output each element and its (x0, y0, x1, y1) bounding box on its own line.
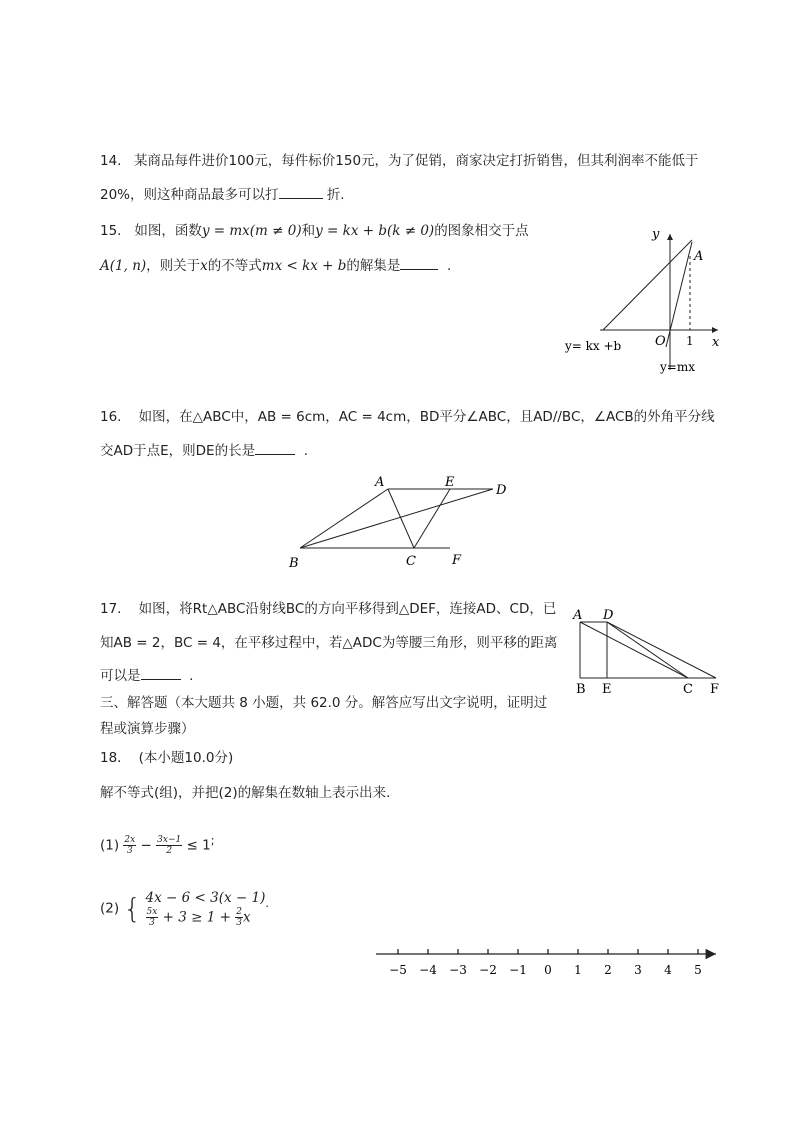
q18-part2-row2 (146, 907, 266, 928)
q16-text-2: 交AD于点E，则DE的长是 (100, 443, 256, 459)
q16-end: . (303, 443, 308, 459)
q17-label-b: B (576, 682, 586, 697)
q16-line1 (100, 408, 715, 426)
q18-part1-frac2-den: 2 (166, 846, 173, 856)
q15-end: . (447, 258, 452, 274)
q17-label-d: D (603, 608, 614, 623)
q14-line2-end: 折. (326, 187, 345, 203)
q16-line2 (100, 442, 308, 460)
q17-label-f: F (710, 682, 720, 697)
q18-part2-system (146, 889, 266, 928)
q16-label-f: F (452, 553, 462, 568)
q18-header (100, 749, 233, 767)
number-line-tick-label: −5 (389, 963, 407, 977)
q17-end: . (189, 668, 194, 684)
q15-text-d: ，则关于 (146, 258, 201, 274)
number-line-tick-label: 0 (544, 963, 552, 977)
q18-score: (本小题10.0分) (138, 750, 234, 766)
number-line-tick-label: 4 (664, 963, 672, 977)
q17-text-3: 可以是 (100, 668, 141, 684)
q16-label-b: B (289, 556, 299, 571)
q16-segment-ac (388, 489, 414, 548)
q17-segment-df (607, 622, 716, 678)
q14-answer-blank (279, 186, 323, 199)
q15-number: 15. (100, 223, 122, 239)
q18-part2-x: x (242, 909, 251, 926)
q18-part1-frac2-num: 3x−1 (157, 835, 182, 845)
q15-figure (560, 222, 730, 377)
q16-answer-blank (255, 442, 295, 455)
q17-figure (568, 605, 728, 700)
q18-part2-frac2 (235, 907, 243, 928)
q17-segment-dc (607, 622, 688, 678)
q15-line2 (100, 257, 451, 275)
q15-label-y: y (652, 227, 660, 242)
q14-number: 14. (100, 153, 122, 169)
q17-text-1: 如图，将Rt△ABC沿射线BC的方向平移得到△DEF，连接AD、CD，已 (138, 601, 557, 617)
section3-heading-line2: 程或演算步骤） (100, 721, 195, 737)
q18-part2-frac2-den: 3 (236, 918, 242, 928)
q18-number-line (370, 940, 730, 985)
q18-part1 (100, 824, 215, 858)
q15-label-kxb: y= kx +b (565, 339, 622, 353)
q15-inequality: mx < kx + b (261, 258, 347, 274)
q18-part2-dot: . (265, 897, 269, 910)
q15-function-2: y = kx + b(k ≠ 0) (315, 223, 435, 239)
q15-text-b: 和 (301, 223, 316, 239)
number-line-tick-label: 1 (574, 963, 582, 977)
q17-label-a: A (573, 608, 583, 623)
q15-answer-blank (400, 257, 438, 270)
q15-function-1: y = mx(m ≠ 0) (201, 223, 302, 239)
q18-part1-frac1-num: 2x (124, 835, 136, 845)
q14-line2-text: 20%，则这种商品最多可以打 (100, 187, 279, 203)
q15-label-x: x (712, 335, 720, 350)
q16-label-c: C (406, 554, 416, 569)
q18-part2-row1: 4x − 6 < 3(x − 1) (145, 890, 266, 906)
q18-prompt: 解不等式(组)，并把(2)的解集在数轴上表示出来. (100, 785, 391, 801)
number-line-tick-label: −2 (479, 963, 497, 977)
number-line-tick-label: 5 (694, 963, 702, 977)
q16-number: 16. (100, 409, 122, 425)
q15-text-c: 的图象相交于点 (434, 223, 529, 239)
number-line-tick-label: −3 (449, 963, 467, 977)
q18-part1-frac2 (156, 835, 182, 856)
q15-point-a: A(1, n) (100, 258, 147, 274)
q16-segment-bd (300, 489, 493, 548)
q18-number-line-ticks (389, 949, 702, 977)
q18-part2-label: (2) (100, 900, 120, 917)
q15-text-f: 的解集是 (346, 258, 401, 274)
q18-part1-frac1-den: 3 (126, 846, 133, 856)
q17-number: 17. (100, 601, 122, 617)
q16-label-a: A (375, 475, 385, 490)
q15-var-x: x (200, 258, 208, 274)
q15-label-a: A (694, 249, 704, 264)
q16-text-1: 如图，在△ABC中，AB = 6cm，AC = 4cm，BD平分∠ABC，且AD//BC，∠ACB的外角平分线 (138, 409, 715, 425)
q18-part2-mid: + 3 ≥ 1 + (162, 909, 231, 926)
number-line-tick-label: 3 (634, 963, 642, 977)
q17-line3 (100, 667, 193, 685)
q16-label-d: D (496, 483, 507, 498)
q15-label-o: O (655, 334, 666, 349)
q16-label-e: E (445, 475, 455, 490)
q18-part2-frac1-den: 3 (149, 918, 155, 928)
q17-label-e: E (602, 682, 612, 697)
q18-part1-semicolon: ; (210, 834, 215, 847)
q18-part1-tail: ≤ 1 (186, 837, 211, 854)
q16-segment-ba (300, 489, 388, 548)
q16-figure (280, 470, 520, 575)
q16-segment-ce (414, 489, 450, 548)
q17-line1 (100, 600, 556, 618)
q14-line1: 某商品每件进价100元，每件标价150元，为了促销，商家决定打折销售，但其利润率不能低于 (134, 153, 699, 169)
section3-heading-line1: 三、解答题（本大题共 8 小题，共 62.0 分。解答应写出文字说明，证明过 (100, 695, 548, 711)
q15-text-e: 的不等式 (207, 258, 262, 274)
q15-label-mx: y=mx (660, 360, 695, 374)
number-line-tick-label: −1 (509, 963, 527, 977)
number-line-tick-label: −4 (419, 963, 437, 977)
q17-answer-blank (141, 667, 181, 680)
q18-part2-frac1 (146, 907, 159, 928)
q18-part2-frac2-num: 2 (236, 907, 242, 917)
q18-part1-frac1 (123, 835, 136, 856)
q18-part2 (100, 882, 269, 926)
q17-label-c: C (683, 682, 693, 697)
q18-part1-minus: − (140, 837, 152, 854)
q15-text-a: 如图，函数 (134, 223, 202, 239)
q15-line1 (100, 222, 529, 240)
number-line-tick-label: 2 (604, 963, 612, 977)
q18-part2-brace: { (123, 891, 142, 925)
q17-segment-ac (580, 622, 688, 678)
q14-line2 (100, 186, 345, 204)
q15-label-one: 1 (686, 334, 694, 348)
q18-part1-label: (1) (100, 837, 120, 854)
q15-line-kx-b (603, 240, 692, 330)
q18-part2-frac1-num: 5x (146, 907, 158, 917)
q17-line2: 知AB = 2，BC = 4，在平移过程中，若△ADC为等腰三角形，则平移的距离 (100, 635, 558, 651)
q18-number: 18. (100, 750, 122, 766)
